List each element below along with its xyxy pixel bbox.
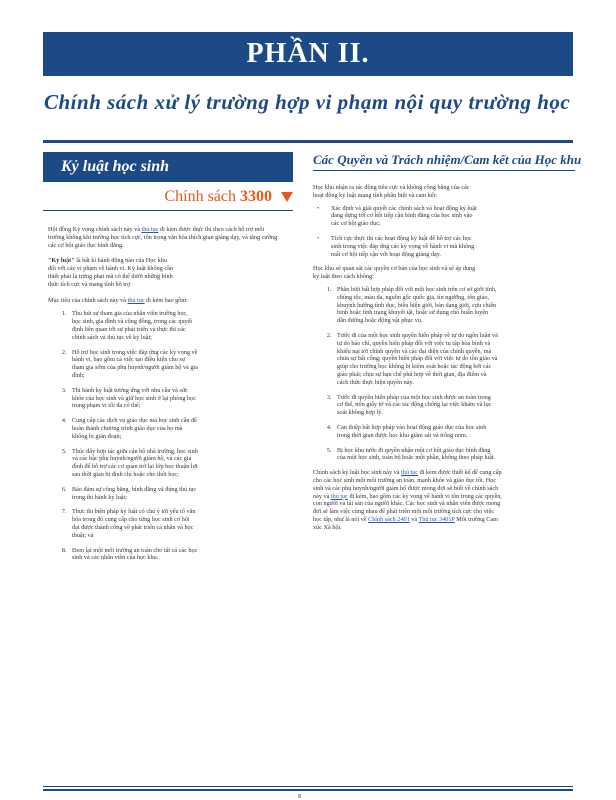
list-item: 1. Phân biệt bất hợp pháp đối với một học sinh trên cơ sở giới tính, chủng tộc, màu da, nguồn gốc quốc gia, tín ngưỡng, tôn giáo, khuynh hướng tình dục, biểu hiện giới, bản dạng giới, cựu chiến binh hoặc tình trạng khuyết tật, hoặc sử dụng chó huấn luyện dẫn đường hoặc động vật phục vụ. (333, 286, 498, 325)
right-column-body (313, 184, 502, 536)
intro-text-2: đi kèm được thực thi theo cách hỗ trợ môi trường không khí trường học tích cực, tôn trọng văn hóa thích gian giảng dạy, và tăng cường các cơ hội giáo dục bình đẳng. (48, 226, 278, 249)
list-item: 7. Thực thi biện pháp kỷ luật có chú ý tới yếu tố văn hóa trong đó cung cấp cho từng học sinh cơ hội đạt được thành công về phát triển cá nhân và học thuật; và (68, 508, 198, 539)
goals-list (48, 310, 198, 562)
list-item: 3. Tước đi quyền hiến pháp của một học sinh được an toàn trong cơ thể, trên giấy tờ và các tác động chống lại việc khám và lục soát không hợp lý. (333, 394, 498, 417)
page-number: 8 (298, 794, 301, 800)
right-heading-underline (313, 170, 575, 171)
left-column-body (48, 226, 280, 569)
closing-procedure-link-2[interactable]: thủ tục (330, 492, 348, 500)
closing-text-3: đi kèm, bao gồm các kỳ vọng về hành vi tôn trọng các quyền, con người và tài sản của người khác. Các học sinh và nhân viên được mong đợi sẽ làm việc cùng nhau để phát triển một môi trường tích cực cho việc học tập, như là nói về (313, 492, 502, 523)
intro-text-1: Hội đồng Kỷ vọng chính sách này và (48, 226, 140, 233)
list-item: 4. Cung cấp các dịch vụ giáo dục mà học sinh cần để hoàn thành chương trình giáo dục của họ mà không bị gián đoạn; (68, 417, 198, 440)
footer-divider-thick (43, 789, 573, 791)
document-subtitle: Chính sách xử lý trường hợp vi phạm nội quy trường học (44, 90, 571, 114)
closing-paragraph (313, 469, 503, 531)
list-item: • Xác định và giải quyết các chính sách và hoạt động kỷ luật dang dựng tới cơ hội tiếp cận bình đẳng của học sinh vào các cơ hội giáo dục; (327, 205, 478, 228)
policy-reference (160, 188, 272, 206)
procedure-3401p-link[interactable]: Thủ tục 3401P (418, 515, 455, 523)
list-item: 1. Thu hút sự tham gia của nhân viên trường học, học sinh, gia đình và cộng đồng, trong các quyết định liên quan tới sự phát triển và thực thi các chính sách và thủ tục về kỷ luật; (68, 310, 198, 341)
section-title: PHẦN II. (246, 38, 370, 69)
closing-text-5: Môi trường Cam xúc Xã hội. (313, 515, 498, 531)
definition-term: "Kỷ luật" (48, 257, 75, 265)
closing-text-2: đi kèm được thiết kế để cung cấp cho các học sinh một môi trường an toàn, mạnh khỏe và giáo dục tốt. Học sinh và các phụ huynh/người giám hộ được mong đợi sẽ biết về chính sách này và (313, 469, 502, 500)
steps-list (313, 286, 498, 462)
closing-text-1: Chính sách kỷ luật học sinh này và (313, 469, 400, 477)
goals-intro-text-1: Mục tiêu của chính sách này và (48, 296, 127, 304)
list-item: 6. Bảo đảm sự công bằng, bình đẳng và đúng thủ tục trong thi hành kỷ luật; (68, 486, 198, 502)
definition-paragraph (48, 257, 176, 288)
steps-intro: Học khu sẽ quan sát các quyền cơ bản của học sinh và sẽ áp dụng kỷ luật theo cách không: (313, 265, 476, 281)
footer-divider-thin (43, 786, 573, 787)
triangle-down-icon (281, 192, 293, 202)
procedure-link[interactable]: thủ tục (141, 226, 159, 233)
policy-2401-link[interactable]: Chính sách 2401 (368, 515, 410, 523)
policy-label: Chính sách (164, 188, 236, 205)
policy-underline (43, 210, 293, 211)
list-item: 2. Tước đi của một học sinh quyền hiến pháp về tự do ngôn luận và tự do báo chí, quyền hiến pháp đối với việc tụ tập hòa bình và khiếu nại tới chính quyền và các đại diện của chính quyền, mà chưa sự bất công; quyền hiến pháp đối với việc tự do tôn giáo và giúp cho trường học không bị kiểm soát hoặc tác động bởi các giáo phái; chịu sự hạn chế phù hợp về thời gian, địa điểm và cách thức thực hiện quyền này. (333, 332, 498, 387)
list-item: 2. Hỗ trợ học sinh trong việc đáp ứng các kỳ vọng về hành vi, bao gồm cả việc tạo điều kiện cho sự tham gia sớm của phụ huynh/người giám hộ và gia đình; (68, 349, 198, 380)
policy-number: 3300 (240, 188, 272, 205)
list-item: 5. Thúc đẩy hợp tác giữa cán bộ nhà trường, học sinh và các bậc phụ huynh/người giám hộ, và các gia đình để hỗ trợ các cơ quan trở lại lớp học thuận lợi sau thời gian bị đình chỉ hoặc cho thôi học; (68, 448, 198, 479)
list-item: 8. Đem lại một môi trường an toàn cho tất cả các học sinh và các nhân viên của học khu. (68, 547, 198, 563)
goals-intro (48, 297, 280, 305)
intro-paragraph (48, 226, 280, 249)
right-column-heading: Các Quyền và Trách nhiệm/Cam kết của Học khu (313, 152, 582, 167)
left-heading-text: Kỷ luật học sinh (61, 158, 170, 175)
header-divider (43, 140, 573, 143)
section-banner (43, 32, 573, 76)
left-column-heading (43, 152, 293, 182)
list-item: 5. Bị học khu tước đi quyền nhận một cơ hội giáo dục bình đẳng của một học sinh, toàn bộ hoặc một phần, không theo pháp luật. (333, 447, 498, 463)
commitment-intro: Học khu nhận ra tác động tiêu cực và không công bằng của các hoạt động kỷ luật mang tính phân biệt và cam kết: (313, 184, 470, 199)
goals-procedure-link[interactable]: thủ tục (127, 296, 145, 304)
list-item: • Tích cực thực thi các hoạt động kỷ luật để hỗ trợ các học sinh trong việc đáp ứng các kỳ vọng về hành vi mà không mất cơ hội tiếp cận với hoạt động giảng dạy. (327, 235, 478, 258)
list-item: 4. Can thiệp bất hợp pháp vào hoạt động giáo dục của học sinh trong thời gian được học khu giám sát và trông nom. (333, 424, 498, 440)
list-item: 3. Thi hành kỷ luật tương ứng với nhu cầu và sức khỏe của học sinh và giữ học sinh ở lại phòng học trong phạm vi tối đa có thể; (68, 387, 198, 410)
commitment-list (313, 205, 478, 259)
definition-text: là bất kì hành động nào của Học khu đối với các vi phạm về hành vi. Kỷ luật không cần thiết phải là trừng phạt mà có thể dưới những hình thức tích cực và mang tính hỗ trợ. (48, 257, 173, 288)
closing-text-4: và (411, 515, 418, 523)
goals-intro-text-2: đi kèm bao gồm: (146, 296, 188, 304)
closing-procedure-link-1[interactable]: thủ tục (401, 469, 419, 477)
